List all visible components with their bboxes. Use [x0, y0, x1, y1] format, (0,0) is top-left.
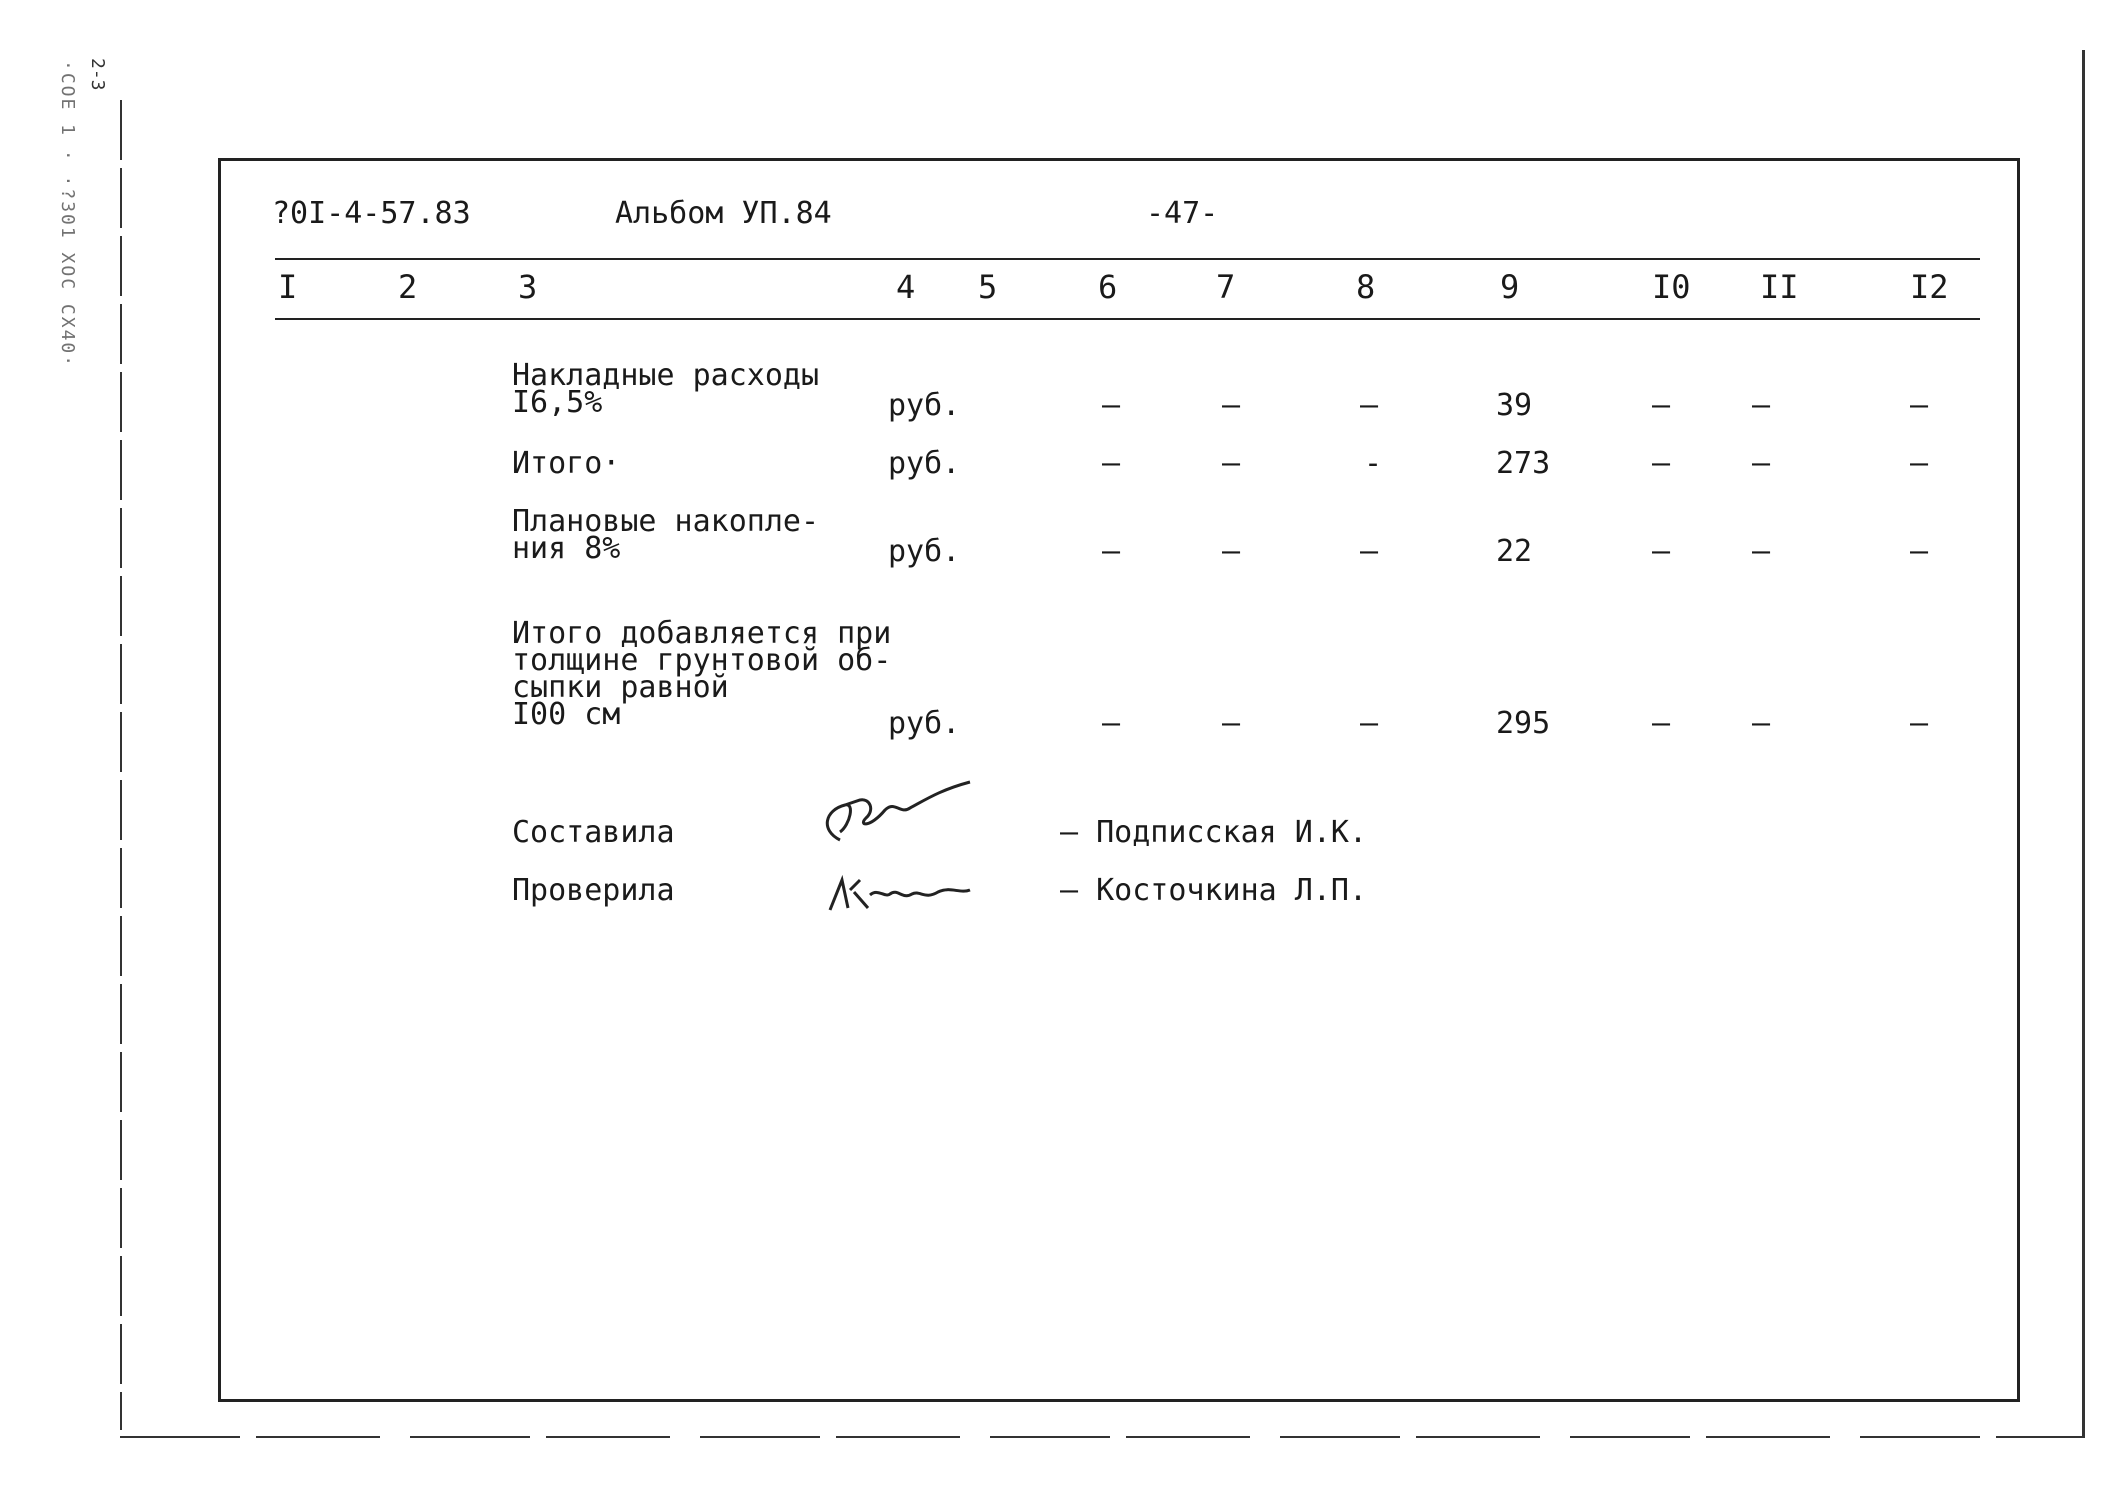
- col-header-11: II: [1760, 268, 1799, 306]
- row-2-name: Итого·: [512, 446, 621, 481]
- row-4-col6: –: [1102, 706, 1121, 741]
- doc-code: ?0I-4-57.83: [272, 196, 471, 231]
- row-2-col6: –: [1102, 446, 1121, 481]
- row-2-col10: –: [1652, 446, 1671, 481]
- col-header-6: 6: [1098, 268, 1118, 306]
- col-header-12: I2: [1910, 268, 1949, 306]
- col-header-10: I0: [1652, 268, 1691, 306]
- row-2-unit: руб.: [888, 446, 961, 481]
- row-1-col10: –: [1652, 388, 1671, 423]
- row-4-col12: –: [1910, 706, 1929, 741]
- row-1-col7: –: [1222, 388, 1241, 423]
- row-1-unit: руб.: [888, 388, 961, 423]
- col-header-2: 2: [398, 268, 418, 306]
- album-title: Альбом УП.84: [615, 196, 832, 231]
- col-header-5: 5: [978, 268, 998, 306]
- col-header-8: 8: [1356, 268, 1376, 306]
- row-4-col7: –: [1222, 706, 1241, 741]
- col-header-4: 4: [896, 268, 916, 306]
- row-3-col10: –: [1652, 534, 1671, 569]
- outer-border-left: [120, 100, 122, 1430]
- row-2-col9: 273: [1496, 446, 1551, 481]
- row-4-col9: 295: [1496, 706, 1551, 741]
- col-header-9: 9: [1500, 268, 1520, 306]
- margin-note-text: ·СОЕ 1 · ·?301 ХОС СХ40·: [57, 60, 78, 369]
- row-1-col8: –: [1360, 388, 1379, 423]
- row-2-col11: –: [1752, 446, 1771, 481]
- row-4-unit: руб.: [888, 706, 961, 741]
- row-4-col11: –: [1752, 706, 1771, 741]
- row-1-name: Накладные расходы I6,5%: [512, 358, 820, 420]
- row-3-col12: –: [1910, 534, 1929, 569]
- row-2-col7: –: [1222, 446, 1241, 481]
- outer-border-bottom: [120, 1436, 2082, 1438]
- checked-by-name: – Косточкина Л.П.: [1060, 873, 1368, 908]
- row-3-unit: руб.: [888, 534, 961, 569]
- row-3-col7: –: [1222, 534, 1241, 569]
- row-1-col9: 39: [1496, 388, 1533, 423]
- page-number: -47-: [1146, 196, 1219, 231]
- col-header-1: I: [278, 268, 298, 306]
- row-3-col11: –: [1752, 534, 1771, 569]
- row-1-col12: –: [1910, 388, 1929, 423]
- checked-by-label: Проверила: [512, 873, 675, 908]
- compiled-by-name: – Подписская И.К.: [1060, 815, 1368, 850]
- document-frame: [218, 158, 2020, 1402]
- row-1-col6: –: [1102, 388, 1121, 423]
- row-2-col12: –: [1910, 446, 1929, 481]
- row-2-col8: -: [1364, 446, 1383, 481]
- col-header-7: 7: [1216, 268, 1236, 306]
- header-rule-bottom: [275, 318, 1980, 320]
- row-4-col10: –: [1652, 706, 1671, 741]
- compiled-signature: [800, 770, 1000, 860]
- col-header-3: 3: [518, 268, 538, 306]
- header-rule-top: [275, 258, 1980, 260]
- row-3-col9: 22: [1496, 534, 1533, 569]
- row-4-name: Итого добавляется при толщине грунтовой об- сыпки равной I00 см: [512, 616, 892, 732]
- row-3-name: Плановые накопле- ния 8%: [512, 504, 820, 566]
- outer-border-right: [2082, 50, 2085, 1438]
- row-4-col8: –: [1360, 706, 1379, 741]
- row-3-col6: –: [1102, 534, 1121, 569]
- row-3-col8: –: [1360, 534, 1379, 569]
- checked-signature: [820, 850, 1020, 930]
- compiled-by-label: Составила: [512, 815, 675, 850]
- corner-code: 2-3: [87, 58, 108, 91]
- margin-note: [52, 60, 82, 480]
- row-1-col11: –: [1752, 388, 1771, 423]
